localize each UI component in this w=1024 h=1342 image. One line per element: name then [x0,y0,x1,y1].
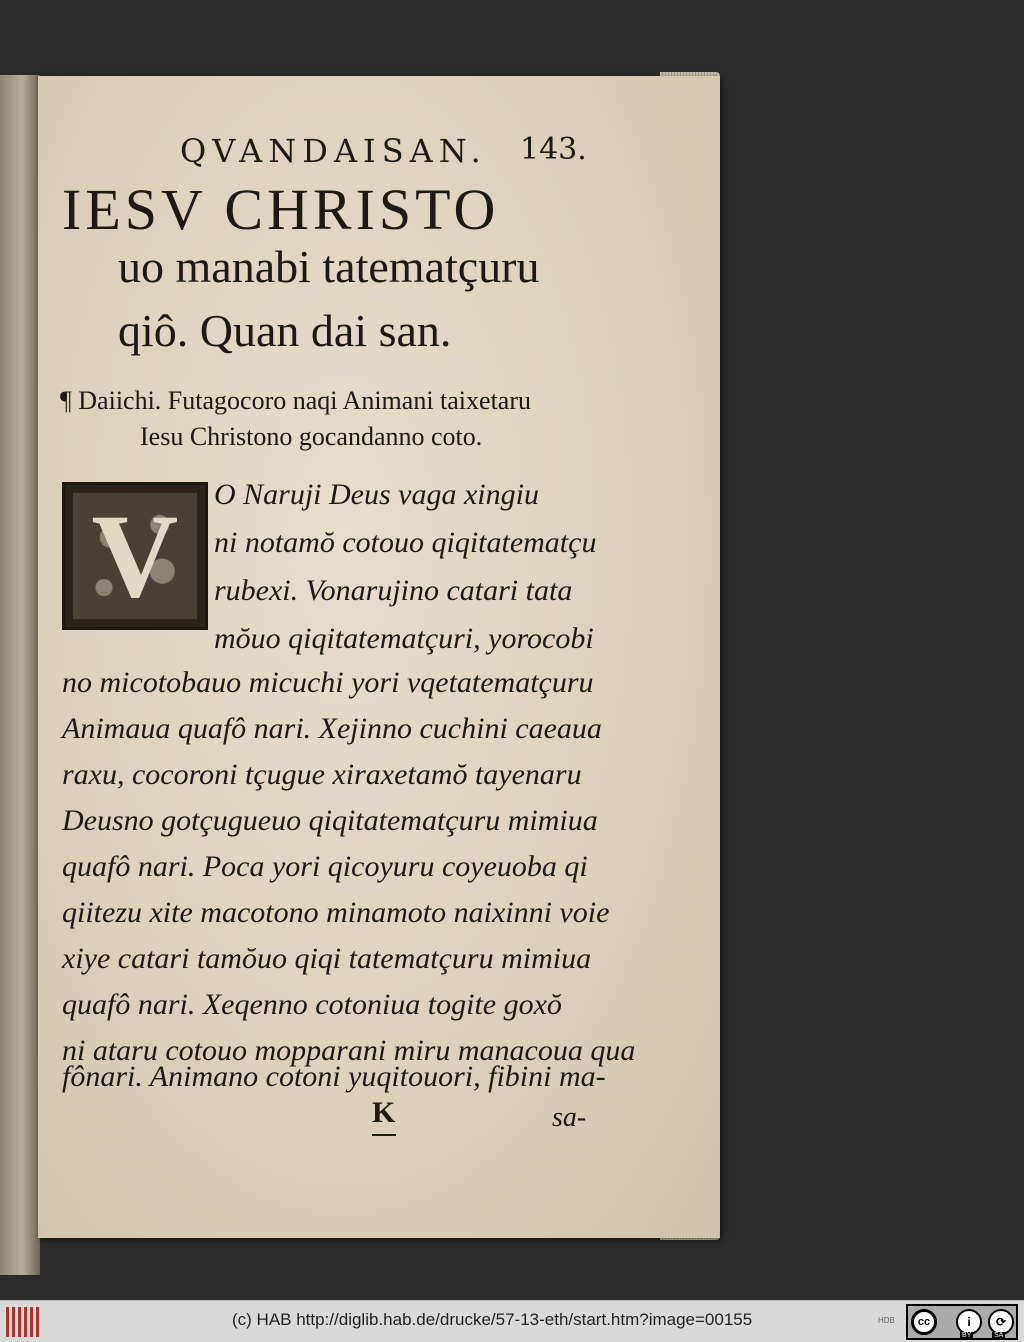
body-line: xiye catari tamŏuo qiqi tatematçuru mimiua [62,942,592,975]
body-line: Deusno gotçugueuo qiqitatematçuru mimiua [62,804,598,837]
body-line: rubexi. Vonarujino catari tata [214,574,573,607]
previous-page-edge [0,75,40,1275]
body-line: ni ataru cotouo mopparani miru manacoua qua [62,1034,636,1067]
drop-cap-letter: V [91,489,179,622]
catchword: sa- [552,1102,587,1133]
body-line: O Naruji Deus vaga xingiu [214,478,539,511]
chapter-subtitle-line-2: Iesu Christono gocandanno coto. [140,422,483,451]
page-number: 143. [520,132,587,167]
ornamental-drop-cap [62,482,208,630]
cc-icon: cc [911,1309,937,1335]
footer-small-mark: HDB [878,1316,895,1325]
cc-license-badge[interactable] [906,1304,1018,1340]
share-alike-icon: ⟳ [988,1309,1014,1335]
body-line: Animaua quafô nari. Xejinno cuchini caeaua [62,712,602,745]
attribution-icon: i [956,1309,982,1335]
body-line: raxu, cocoroni tçugue xiraxetamŏ tayenaru [62,758,582,791]
body-line: quafô nari. Poca yori qicoyuru coyeuoba qi [62,850,588,883]
cc-sa-label: SA [994,1332,1004,1339]
chapter-title-line-1: IESV CHRISTO [62,177,500,242]
body-line: no micotobauo micuchi yori vqetatematçuru [62,666,594,699]
hab-logo-icon [6,1307,40,1337]
cc-by-label: BY [962,1332,972,1339]
copyright-link[interactable]: (c) HAB http://diglib.hab.de/drucke/57-13-eth/start.htm?image=00155 [232,1310,753,1329]
chapter-title-line-2: uo manabi tatematçuru [118,241,540,292]
body-line: quafô nari. Xeqenno cotoniua togite goxŏ [62,988,562,1021]
running-head: QVANDAISAN. [180,132,487,170]
body-line: ni notamŏ cotouo qiqitatematçu [214,526,597,559]
signature-mark: K [372,1096,396,1129]
body-line: qiitezu xite macotono minamoto naixinni voie [62,896,610,929]
body-line: mŏuo qiqitatematçuri, yorocobi [214,622,594,655]
signature-underline [372,1134,396,1136]
viewer-footer [0,1300,1024,1342]
chapter-title-line-3: qiô. Quan dai san. [118,305,452,356]
body-line: fônari. Animano cotoni yuqitouori, fibini ma- [62,1060,606,1093]
chapter-subtitle-line-1: ¶ Daiichi. Futagocoro naqi Animani taixetaru [60,386,531,415]
